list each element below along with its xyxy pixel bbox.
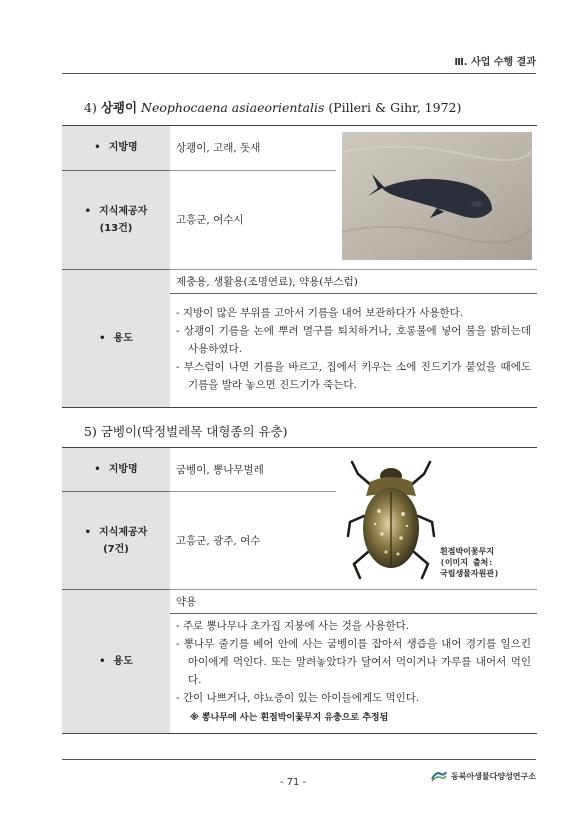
use-item: - 주로 뽕나무나 초가집 지붕에 사는 것을 사용한다. <box>176 620 410 632</box>
use-item: - 뽕나무 줄기를 베어 안에 사는 굼벵이를 잡아서 생즙을 내어 경기를 일으킨 아이에게 먹인다. 또는 말려놓았다가 달여서 먹이거나 가루를 내어서 먹인다. <box>176 638 531 686</box>
section4-name: 상괭이 <box>100 100 138 115</box>
beetle-caption: 흰점박이꽃무지 (이미지 출처: 국립생물자원관) <box>440 547 499 578</box>
section5-table <box>62 447 537 734</box>
section4-author: (Pilleri & Gihr, 1972) <box>328 100 462 115</box>
porpoise-photo <box>342 132 532 260</box>
org-logo <box>431 770 536 782</box>
footer-rule <box>62 759 536 760</box>
local-names-4: 상괭이, 고래, 돗새 <box>170 126 336 171</box>
use-note: ※ 뽕나무에 사는 흰점박이꽃무지 유충으로 추정됨 <box>190 713 389 723</box>
local-names-5: 굼벵이, 뽕나무벌레 <box>170 448 336 492</box>
org-name: 동북아생물다양성연구소 <box>450 771 536 781</box>
beetle-photo-cell <box>336 448 537 590</box>
label-local-5: • 지방명 <box>62 448 170 492</box>
label-local-4: • 지방명 <box>62 126 170 171</box>
label-use-5: • 용도 <box>62 590 170 734</box>
use-body-5 <box>170 614 537 734</box>
providers-5: 고흥군, 광주, 여수 <box>170 492 336 590</box>
use-item: - 간이 나쁘거나, 야뇨증이 있는 아이들에게도 먹인다. <box>176 692 420 704</box>
label-use-4: • 용도 <box>62 270 170 408</box>
providers-4: 고흥군, 여수시 <box>170 170 336 269</box>
page-number: - 71 - <box>279 777 307 788</box>
section4-table <box>62 125 537 408</box>
use-body-4 <box>170 294 537 408</box>
label-provider-4: • 지식제공자 (13건) <box>62 170 170 269</box>
section4-title <box>84 98 461 116</box>
chapter-title: Ⅲ. 사업 수행 결과 <box>454 57 536 68</box>
section4-sci: Neophocaena asiaeorientalis <box>141 100 325 115</box>
org-logo-icon <box>431 770 447 782</box>
porpoise-photo-cell <box>336 126 537 270</box>
section4-num: 4) <box>84 100 97 115</box>
header-rule <box>62 73 536 74</box>
use-item: - 부스럼이 나면 기름을 바르고, 집에서 키우는 소에 진드기가 붙었을 때에도 기름을 발라 놓으면 진드기가 죽는다. <box>176 361 531 391</box>
use-title-5: 약용 <box>170 590 537 614</box>
section5-title: 5) 굼벵이(딱정벌레목 대형종의 유충) <box>84 424 288 439</box>
use-title-4: 제충용, 생활용(조명연료), 약용(부스럼) <box>170 270 537 294</box>
label-provider-5: • 지식제공자 (7건) <box>62 492 170 590</box>
use-item: - 상괭이 기름을 논에 뿌려 멸구를 퇴치하거나, 호롱불에 넣어 불을 밝히는데 사용하였다. <box>176 325 531 355</box>
beetle-photo <box>346 456 436 584</box>
use-item: - 지방이 많은 부위를 고아서 기름을 내어 보관하다가 사용한다. <box>176 307 464 319</box>
